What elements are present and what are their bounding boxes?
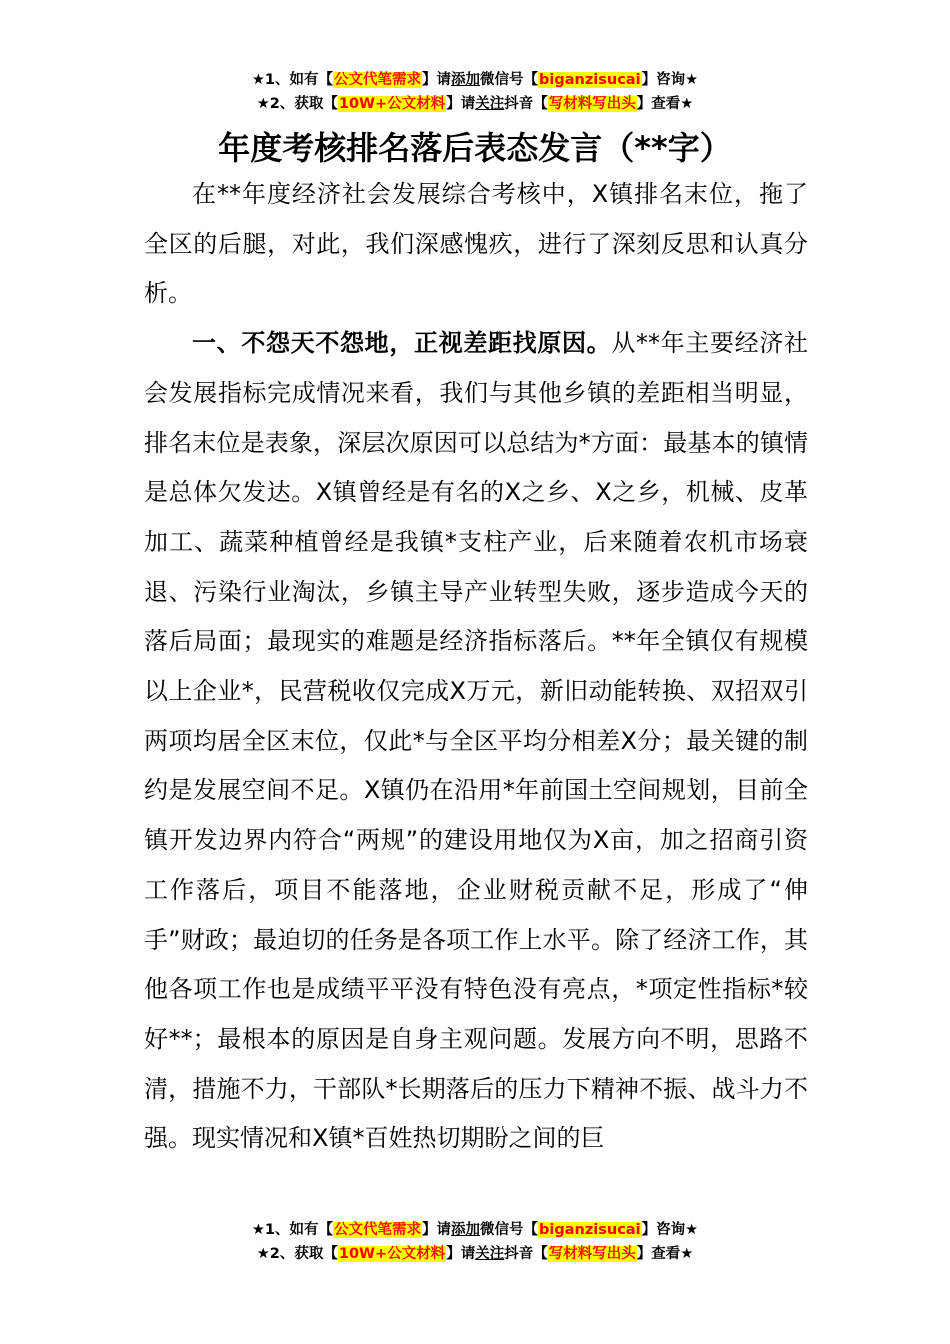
highlight-service: 公文代笔需求 (334, 1222, 422, 1238)
banner-text: ★2、获取【 (256, 96, 338, 112)
banner-text: 】请 (422, 72, 452, 88)
highlight-materials: 10W+公文材料 (338, 96, 446, 112)
banner-text: 】请 (446, 96, 476, 112)
banner-line-2 (0, 92, 950, 116)
highlight-douyin-account: 写材料写出头 (548, 96, 636, 112)
banner-line-1 (0, 68, 950, 92)
highlight-wechat-id: biganzisucai (539, 72, 641, 88)
intro-paragraph: 在**年度经济社会发展综合考核中，X镇排名末位，拖了全区的后腿，对此，我们深感愧疚，进行了深刻反思和认真分析。 (144, 180, 808, 308)
banner-text: 】请 (422, 1222, 452, 1238)
document-title: 年度考核排名落后表态发言（**字） (218, 129, 732, 167)
section-1-body: 从**年主要经济社会发展指标完成情况来看，我们与其他乡镇的差距相当明显，排名末位是表象，深层次原因可以总结为*方面：最基本的镇情是总体欠发达。X镇曾经是有名的X之乡、X之乡，机械、皮革加工、蔬菜种植曾经是我镇*支柱产业，后来随着农机市场衰退、污染行业淘汰，乡镇主导产业转型失败，逐步造成今天的落后局面；最现实的难题是经济指标落后。**年全镇仅有规模以上企业*，民营税收仅完成X万元，新旧动能转换、双招双引两项均居全区末位，仅此*与全区平均分相差X分；最关键的制约是发展空间不足。X镇仍在沿用*年前国土空间规划，目前全镇开发边界内符合“两规”的建设用地仅为X亩，加之招商引资工作落后，项目不能落地，企业财税贡献不足，形成了“伸手”财政；最迫切的任务是各项工作上水平。除了经济工作，其他各项工作也是成绩平平没有特色没有亮点，*项定性指标*较好**；最根本的原因是自身主观问题。发展方向不明，思路不清，措施不力，干部队*长期落后的压力下精神不振、战斗力不强。现实情况和X镇*百姓热切期盼之间的巨 (144, 329, 809, 1153)
banner-text: 】查看★ (636, 96, 694, 112)
section-1-heading: 一、不怨天不怨地，正视差距找原因。 (192, 329, 612, 358)
banner-line-2 (0, 1242, 950, 1266)
banner-text-underlined: 添加 (451, 72, 481, 88)
banner-text: 】咨询★ (641, 1222, 699, 1238)
banner-text: ★1、如有【 (251, 1222, 334, 1238)
banner-text: ★2、获取【 (256, 1246, 338, 1262)
highlight-materials: 10W+公文材料 (338, 1246, 446, 1262)
highlight-douyin-account: 写材料写出头 (548, 1246, 636, 1262)
banner-text-underlined: 关注 (475, 96, 505, 112)
section-1-paragraph (144, 319, 808, 1164)
header-banner (0, 68, 950, 116)
highlight-service: 公文代笔需求 (334, 72, 422, 88)
footer-banner (0, 1218, 950, 1266)
document-body (144, 170, 808, 1164)
banner-text: 】请 (446, 1246, 476, 1262)
highlight-wechat-id: biganzisucai (539, 1222, 641, 1238)
banner-text: 】查看★ (636, 1246, 694, 1262)
banner-text: 抖音【 (504, 96, 548, 112)
banner-text: 微信号【 (480, 72, 539, 88)
banner-text: ★1、如有【 (251, 72, 334, 88)
banner-text: 微信号【 (480, 1222, 539, 1238)
banner-text: 抖音【 (504, 1246, 548, 1262)
banner-line-1 (0, 1218, 950, 1242)
banner-text: 】咨询★ (641, 72, 699, 88)
banner-text-underlined: 添加 (451, 1222, 481, 1238)
banner-text-underlined: 关注 (475, 1246, 505, 1262)
